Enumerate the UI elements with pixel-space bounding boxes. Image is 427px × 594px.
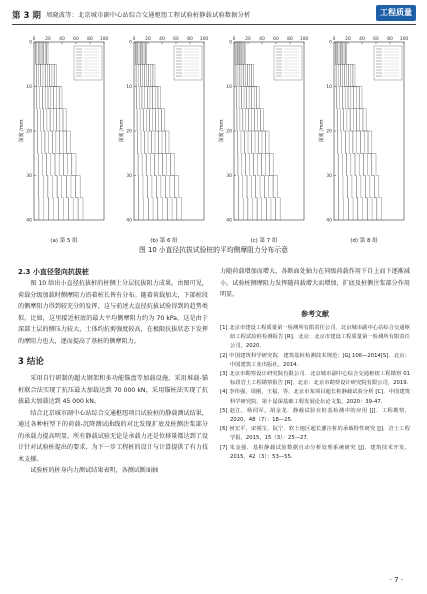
paragraph: 图 10 给出小直径抗拔桩的桩侧土分层抗拔阻力成果。由图可见，荷载分级加载时侧摩阻力沿着桩长皆有分布。随着荷载加大，下部桩段的侧摩阻力得到较充分的发挥，这与前述大直径抗拔试验得到的趋势类似。比如，这里接近桩底的最大平均侧摩阻力约为 70 kPa，这是由于深部土层的侧压力较大，土体约抗剪强度较高，在极限抗拔状态下发挥的摩阻力也大，逐而提高了基桩的侧摩阻力。 bbox=[18, 280, 208, 345]
reference-item: [7] 朱金强．基桩静载试验数据自动分析处理系统研究 [J]．建筑技术开发，2015，42（3）：53—55. bbox=[220, 444, 410, 460]
y-tick-label: 10 bbox=[226, 85, 232, 90]
legend-box bbox=[174, 46, 202, 80]
x-tick-label: 60 bbox=[73, 37, 79, 42]
x-tick-label: 20 bbox=[345, 37, 351, 42]
x-tick-label: 40 bbox=[259, 37, 265, 42]
running-title: 周晓波等：北京城市副中心站综合交通枢纽工程试验桩静载试验数据分析 bbox=[46, 12, 251, 19]
reference-item: [3] 北京市勘察设计研究院有限公司．北京城市副中心综合交通枢纽工程勘察 01 标段岩土工程勘察报告 [R]．北京：北京市勘察设计研究院有限公司，2019. bbox=[220, 371, 410, 387]
y-tick-label: 40 bbox=[226, 218, 232, 224]
x-tick-label: 0 bbox=[132, 37, 136, 42]
y-tick-label: 20 bbox=[126, 129, 132, 135]
y-tick-label: 20 bbox=[326, 129, 332, 135]
x-tick-label: 60 bbox=[273, 37, 279, 42]
chart-svg-d bbox=[318, 32, 410, 232]
legend-box bbox=[374, 46, 402, 80]
x-tick-label: 40 bbox=[359, 37, 365, 42]
legend bbox=[274, 46, 302, 80]
x-tick-label: 40 bbox=[59, 37, 65, 42]
y-tick-label: 0 bbox=[229, 40, 232, 46]
chart-panel-b bbox=[118, 32, 210, 242]
x-tick-label: 100 bbox=[199, 37, 209, 42]
reference-item: [2] 中国建筑科学研究院．建筑基桩检测技术规范：JGJ 106—2014[S]．北京：中国建筑工业出版社，2014. bbox=[220, 352, 410, 368]
x-tick-label: 80 bbox=[287, 37, 293, 42]
legend-box bbox=[274, 46, 302, 80]
x-tick-label: 0 bbox=[32, 37, 36, 42]
left-column bbox=[18, 266, 208, 477]
x-tick-label: 100 bbox=[99, 37, 109, 42]
y-axis-label: 深度 /mm bbox=[119, 119, 125, 143]
chart-svg-a bbox=[18, 32, 110, 232]
section-heading-conclusion: 3 结论 bbox=[18, 357, 44, 367]
y-tick-label: 20 bbox=[226, 129, 232, 135]
x-tick-label: 100 bbox=[399, 37, 409, 42]
y-tick-label: 20 bbox=[26, 129, 32, 135]
x-tick-label: 40 bbox=[159, 37, 165, 42]
chart-svg-b bbox=[118, 32, 210, 232]
page-number: · 7 · bbox=[389, 576, 403, 584]
chart-panel-c bbox=[218, 32, 310, 242]
paragraph: 采用自行研制的超大钢架和多功能锚盘等加载设施，采用堆载-锚桩联合法实现了抗压最大加载达到 70 000 kN，采用锚桩法实现了抗拔最大加载达到 45 000 kN。 bbox=[18, 375, 208, 405]
x-tick-label: 0 bbox=[232, 37, 236, 42]
section-heading-2-3: 2.3 小直径竖向抗拔桩 bbox=[18, 268, 89, 276]
figure-caption: 图 10 小直径抗拔试验桩的平均侧摩阻力分布示意 bbox=[139, 246, 288, 254]
y-tick-label: 40 bbox=[26, 218, 32, 224]
y-tick-label: 30 bbox=[226, 174, 232, 179]
y-axis-label: 深度 /mm bbox=[219, 119, 225, 143]
x-tick-label: 60 bbox=[173, 37, 179, 42]
paragraph: 力随荷载增加而增大，各断面处轴力在同级荷载作用下自上而下逐渐减小。试验桩侧摩阻力发挥随荷载增大而增加，扩底及桩侧注浆部分作用明显。 bbox=[220, 268, 410, 298]
y-tick-label: 0 bbox=[329, 40, 332, 46]
y-tick-label: 30 bbox=[326, 174, 332, 179]
reference-item: [1] 北京市建设工程质量第一检测所有限责任公司．北京城市副中心站综合交通枢纽工程试验桩检测报告 [R]．北京：北京市建设工程质量第一检测所有限责任公司，2020. bbox=[220, 325, 410, 350]
page-header bbox=[12, 8, 416, 25]
chart-panel-a bbox=[18, 32, 110, 242]
reference-item: [6] 何宏平，宋锡宝，阮宁．软土地区超长灌注桩的承载特性研究 [J]．岩土工程学报，2015，15（3）：25—27. bbox=[220, 426, 410, 442]
journal-logo: 工程质量 bbox=[376, 5, 416, 21]
panel-label-d: (d) 第 8 组 bbox=[350, 238, 378, 244]
paragraph: 试验桩的桩身内力测试结果表明，各测试断面轴 bbox=[30, 467, 159, 474]
reference-item: [5] 赵江，杨同军，胡金龙．静载试验在桩基检测中的应用 [J]．工程勘察，2020，48（7）：18—25. bbox=[220, 407, 410, 424]
y-tick-label: 0 bbox=[129, 40, 132, 46]
y-tick-label: 30 bbox=[26, 174, 32, 179]
references-heading: 参考文献 bbox=[301, 309, 329, 318]
chart-svg-c bbox=[218, 32, 310, 232]
y-tick-label: 10 bbox=[326, 85, 332, 90]
y-tick-label: 40 bbox=[326, 218, 332, 224]
x-tick-label: 20 bbox=[245, 37, 251, 42]
y-tick-label: 40 bbox=[126, 218, 132, 224]
y-tick-label: 0 bbox=[29, 40, 32, 46]
x-tick-label: 0 bbox=[332, 37, 336, 42]
x-tick-label: 20 bbox=[45, 37, 51, 42]
x-tick-label: 80 bbox=[87, 37, 93, 42]
paragraph: 结合北京城市副中心站综合交通枢纽项目试验桩的静载测试结果，通过各种桩型下的荷载-沉降测试曲线的对比发现扩底及桩侧注浆部分的承载力提高明显。所有静载试验无论是承载力还是位移量都达到了设计针对试验桩提出的要求，为下一步工程桩的设计与计算提供了有力技术支撑。 bbox=[18, 409, 208, 463]
legend bbox=[374, 46, 402, 80]
x-tick-label: 60 bbox=[373, 37, 379, 42]
panel-label-c: (c) 第 7 组 bbox=[250, 238, 278, 244]
y-axis-label: 深度 /mm bbox=[319, 119, 325, 143]
y-axis-label: 深度 /mm bbox=[19, 119, 25, 143]
panel-label-b: (b) 第 6 组 bbox=[150, 238, 178, 244]
legend bbox=[174, 46, 202, 80]
y-tick-label: 10 bbox=[26, 85, 32, 90]
right-column bbox=[220, 266, 410, 462]
reference-list bbox=[220, 324, 410, 462]
x-tick-label: 80 bbox=[387, 37, 393, 42]
issue-number: 第 3 期 bbox=[12, 11, 41, 21]
y-tick-label: 30 bbox=[126, 174, 132, 179]
reference-item: [4] 李伟强，周刚，王福，等．北京市某项目超长桩静载试验分析 [C]．中国建筑科学研究院．第十届深基础工程发展论坛论文集，2020：39-47. bbox=[220, 389, 410, 405]
x-tick-label: 20 bbox=[145, 37, 151, 42]
x-tick-label: 80 bbox=[187, 37, 193, 42]
x-tick-label: 100 bbox=[299, 37, 309, 42]
panel-label-a: (a) 第 5 组 bbox=[50, 238, 78, 244]
legend-box bbox=[74, 46, 102, 80]
chart-panel-d bbox=[318, 32, 410, 242]
figure-10 bbox=[18, 32, 410, 242]
y-tick-label: 10 bbox=[126, 85, 132, 90]
legend bbox=[74, 46, 102, 80]
